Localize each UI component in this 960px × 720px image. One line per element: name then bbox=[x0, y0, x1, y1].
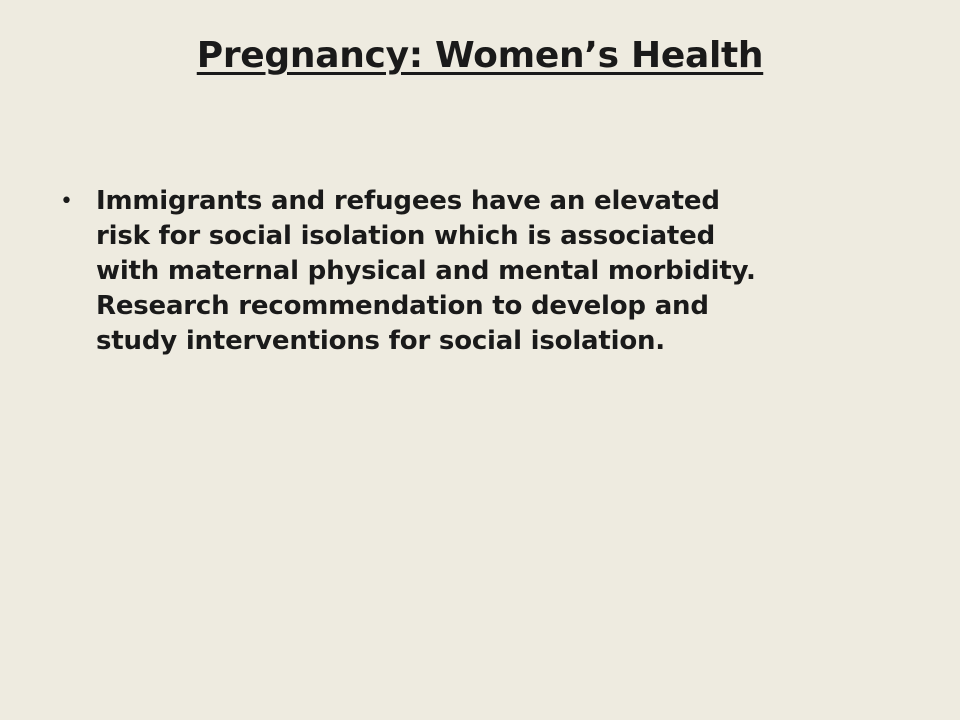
bullet-text-line: Immigrants and refugees have an elevated bbox=[96, 186, 720, 216]
bullet-list bbox=[60, 184, 920, 359]
bullet-text-line: risk for social isolation which is associated bbox=[96, 221, 715, 251]
bullet-marker: • bbox=[60, 189, 73, 214]
slide-title: Pregnancy: Women’s Health bbox=[196, 35, 764, 76]
bullet-text-line: Research recommendation to develop and bbox=[96, 291, 709, 321]
bullet-item bbox=[60, 184, 920, 359]
bullet-text-line: study interventions for social isolation. bbox=[96, 326, 665, 356]
bullet-text-line: with maternal physical and mental morbidity. bbox=[96, 256, 756, 286]
